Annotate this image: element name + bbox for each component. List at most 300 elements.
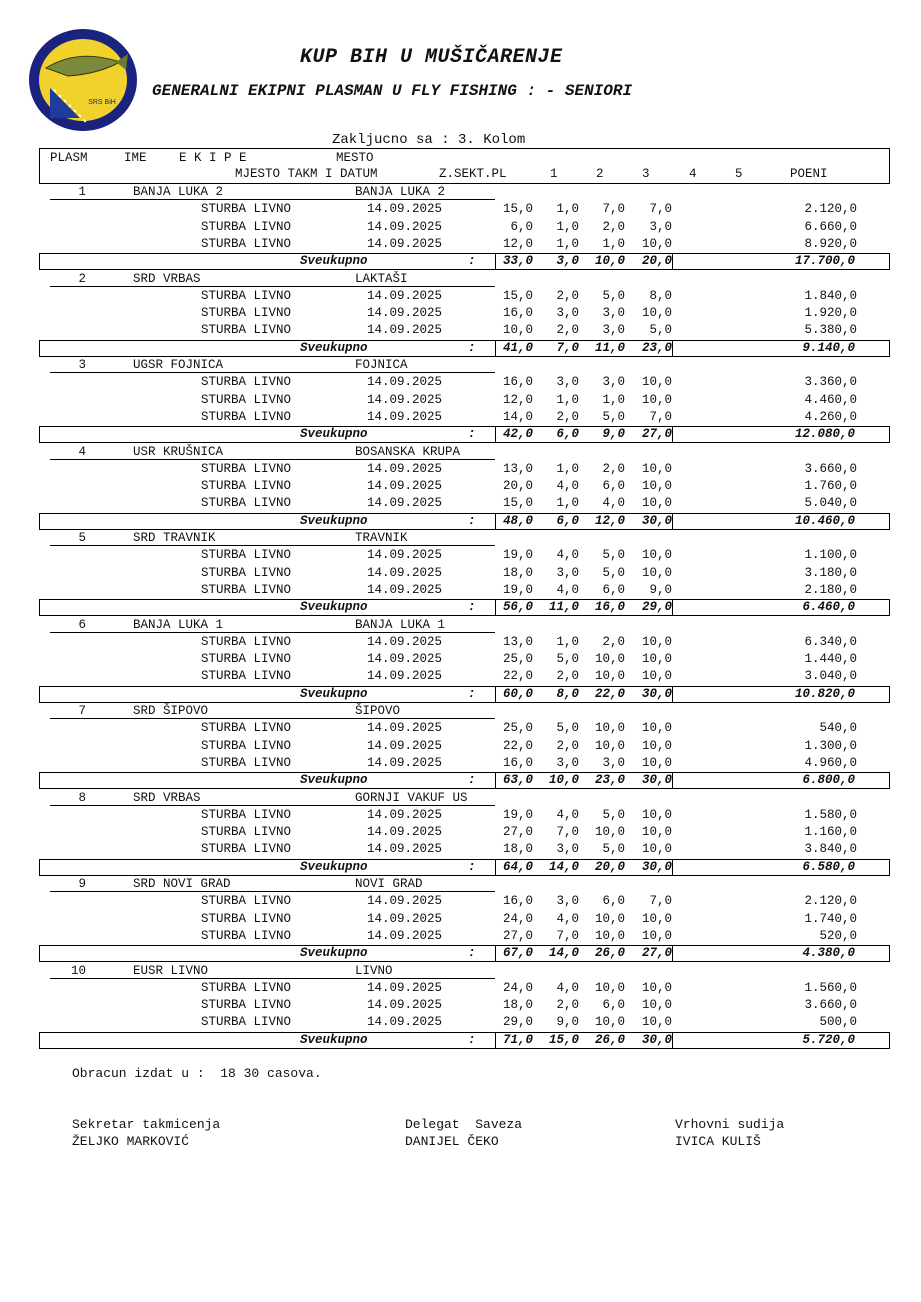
score-col-0: 18,0 bbox=[502, 565, 533, 580]
score-col-1: 1,0 bbox=[556, 236, 579, 251]
venue: STURBA LIVNO bbox=[201, 738, 292, 753]
total-colon: : bbox=[468, 859, 476, 874]
total-row bbox=[39, 253, 890, 270]
points: 4.960,0 bbox=[804, 755, 857, 770]
points: 1.100,0 bbox=[804, 548, 857, 563]
score-col-2: 6,0 bbox=[602, 479, 625, 494]
score-col-0: 27,0 bbox=[502, 825, 533, 840]
round-info: Zakljucno sa : 3. Kolom bbox=[332, 132, 526, 148]
team-city: LIVNO bbox=[355, 963, 393, 978]
total-points: 4.380,0 bbox=[802, 946, 855, 961]
venue: STURBA LIVNO bbox=[201, 496, 292, 511]
total-label: Sveukupno bbox=[300, 859, 368, 874]
score-col-3: 7,0 bbox=[649, 202, 672, 217]
venue: STURBA LIVNO bbox=[201, 582, 292, 597]
team-place: 10 bbox=[70, 963, 86, 978]
score-col-1: 2,0 bbox=[556, 288, 579, 303]
score-col-0: 18,0 bbox=[502, 998, 533, 1013]
total-score-1: 10,0 bbox=[548, 773, 579, 788]
team-underline bbox=[50, 891, 495, 892]
total-score-3: 30,0 bbox=[641, 513, 672, 528]
score-col-1: 1,0 bbox=[556, 634, 579, 649]
team-place: 8 bbox=[78, 790, 86, 805]
score-col-0: 10,0 bbox=[502, 323, 533, 338]
total-score-3: 30,0 bbox=[641, 1032, 672, 1047]
score-col-3: 10,0 bbox=[641, 634, 672, 649]
total-divider bbox=[495, 254, 496, 269]
team-name: BANJA LUKA 1 bbox=[133, 617, 224, 632]
total-score-1: 7,0 bbox=[556, 340, 579, 355]
total-score-3: 23,0 bbox=[641, 340, 672, 355]
date: 14.09.2025 bbox=[367, 911, 443, 926]
date: 14.09.2025 bbox=[367, 928, 443, 943]
team-name: USR KRUŠNICA bbox=[133, 444, 224, 459]
score-col-1: 4,0 bbox=[556, 980, 579, 995]
date: 14.09.2025 bbox=[367, 582, 443, 597]
venue: STURBA LIVNO bbox=[201, 980, 292, 995]
venue: STURBA LIVNO bbox=[201, 825, 292, 840]
header-poeni: POENI bbox=[790, 167, 828, 181]
team-name: SRD ŠIPOVO bbox=[133, 704, 209, 718]
venue: STURBA LIVNO bbox=[201, 652, 292, 667]
score-col-2: 5,0 bbox=[602, 565, 625, 580]
score-col-3: 10,0 bbox=[641, 755, 672, 770]
team-name: SRD VRBAS bbox=[133, 790, 201, 805]
total-score-3: 30,0 bbox=[641, 859, 672, 874]
score-col-2: 6,0 bbox=[602, 998, 625, 1013]
venue: STURBA LIVNO bbox=[201, 548, 292, 563]
venue: STURBA LIVNO bbox=[201, 928, 292, 943]
date: 14.09.2025 bbox=[367, 634, 443, 649]
score-col-2: 10,0 bbox=[594, 911, 625, 926]
score-col-2: 3,0 bbox=[602, 323, 625, 338]
score-col-1: 3,0 bbox=[556, 565, 579, 580]
score-col-1: 5,0 bbox=[556, 652, 579, 667]
total-score-0: 71,0 bbox=[502, 1032, 533, 1047]
total-label: Sveukupno bbox=[300, 427, 368, 442]
score-col-2: 6,0 bbox=[602, 894, 625, 909]
total-label: Sveukupno bbox=[300, 513, 368, 528]
score-col-2: 10,0 bbox=[594, 738, 625, 753]
score-col-2: 5,0 bbox=[602, 807, 625, 822]
score-col-1: 5,0 bbox=[556, 721, 579, 736]
score-col-2: 5,0 bbox=[602, 842, 625, 857]
total-divider bbox=[672, 946, 673, 961]
total-score-1: 6,0 bbox=[556, 513, 579, 528]
total-row bbox=[39, 859, 890, 876]
total-score-0: 60,0 bbox=[502, 686, 533, 701]
signature-name-3: IVICA KULIŠ bbox=[675, 1134, 761, 1149]
score-col-3: 10,0 bbox=[641, 998, 672, 1013]
score-col-3: 10,0 bbox=[641, 721, 672, 736]
total-points: 10.820,0 bbox=[794, 686, 855, 701]
team-underline bbox=[50, 199, 495, 200]
page-subtitle: GENERALNI EKIPNI PLASMAN U FLY FISHING : - SENIORI bbox=[152, 82, 633, 100]
score-col-2: 5,0 bbox=[602, 548, 625, 563]
total-score-0: 33,0 bbox=[502, 254, 533, 269]
team-name: UGSR FOJNICA bbox=[133, 358, 224, 372]
score-col-2: 3,0 bbox=[602, 306, 625, 321]
total-divider bbox=[672, 254, 673, 269]
signature-role-3: Vrhovni sudija bbox=[675, 1117, 785, 1132]
header-ime: IME bbox=[124, 151, 147, 165]
score-col-3: 10,0 bbox=[641, 496, 672, 511]
team-name: SRD VRBAS bbox=[133, 271, 201, 286]
score-col-1: 3,0 bbox=[556, 755, 579, 770]
points: 2.180,0 bbox=[804, 582, 857, 597]
score-col-1: 9,0 bbox=[556, 1015, 579, 1030]
points: 520,0 bbox=[819, 928, 857, 943]
total-points: 6.580,0 bbox=[802, 859, 855, 874]
score-col-1: 1,0 bbox=[556, 202, 579, 217]
score-col-0: 22,0 bbox=[502, 669, 533, 684]
score-col-1: 2,0 bbox=[556, 323, 579, 338]
total-row bbox=[39, 686, 890, 703]
team-underline bbox=[50, 805, 495, 806]
score-col-1: 4,0 bbox=[556, 548, 579, 563]
date: 14.09.2025 bbox=[367, 998, 443, 1013]
total-score-0: 41,0 bbox=[502, 340, 533, 355]
score-col-2: 3,0 bbox=[602, 755, 625, 770]
total-colon: : bbox=[468, 513, 476, 528]
score-col-3: 9,0 bbox=[649, 582, 672, 597]
date: 14.09.2025 bbox=[367, 375, 443, 390]
score-col-0: 16,0 bbox=[502, 306, 533, 321]
date: 14.09.2025 bbox=[367, 409, 443, 424]
score-col-0: 19,0 bbox=[502, 548, 533, 563]
logo-text: SRS BiH bbox=[88, 99, 116, 106]
date: 14.09.2025 bbox=[367, 807, 443, 822]
total-divider bbox=[495, 341, 496, 356]
header-col-2: 2 bbox=[596, 167, 604, 181]
score-col-1: 4,0 bbox=[556, 911, 579, 926]
header-plasm: PLASM bbox=[50, 151, 88, 165]
total-divider bbox=[672, 687, 673, 702]
points: 3.040,0 bbox=[804, 669, 857, 684]
team-city: FOJNICA bbox=[355, 358, 408, 372]
total-score-2: 16,0 bbox=[594, 600, 625, 615]
points: 1.920,0 bbox=[804, 306, 857, 321]
total-score-1: 6,0 bbox=[556, 427, 579, 442]
team-city: NOVI GRAD bbox=[355, 877, 423, 891]
venue: STURBA LIVNO bbox=[201, 669, 292, 684]
signature-name-1: ŽELJKO MARKOVIĆ bbox=[72, 1134, 190, 1149]
header-mesto: MESTO bbox=[336, 151, 374, 165]
team-name: SRD NOVI GRAD bbox=[133, 877, 231, 891]
total-points: 6.800,0 bbox=[802, 773, 855, 788]
points: 4.460,0 bbox=[804, 392, 857, 407]
total-label: Sveukupno bbox=[300, 773, 368, 788]
score-col-0: 25,0 bbox=[502, 721, 533, 736]
venue: STURBA LIVNO bbox=[201, 375, 292, 390]
score-col-3: 10,0 bbox=[641, 669, 672, 684]
total-score-0: 42,0 bbox=[502, 427, 533, 442]
total-points: 17.700,0 bbox=[794, 254, 855, 269]
score-col-1: 3,0 bbox=[556, 894, 579, 909]
team-place: 1 bbox=[78, 185, 86, 199]
total-score-1: 14,0 bbox=[548, 859, 579, 874]
venue: STURBA LIVNO bbox=[201, 911, 292, 926]
date: 14.09.2025 bbox=[367, 652, 443, 667]
date: 14.09.2025 bbox=[367, 894, 443, 909]
score-col-3: 10,0 bbox=[641, 842, 672, 857]
score-col-0: 12,0 bbox=[502, 236, 533, 251]
score-col-2: 10,0 bbox=[594, 928, 625, 943]
score-col-3: 10,0 bbox=[641, 928, 672, 943]
total-colon: : bbox=[468, 340, 476, 355]
total-points: 12.080,0 bbox=[794, 427, 855, 442]
total-divider bbox=[495, 427, 496, 442]
score-col-0: 27,0 bbox=[502, 928, 533, 943]
score-col-0: 25,0 bbox=[502, 652, 533, 667]
team-underline bbox=[50, 718, 495, 719]
date: 14.09.2025 bbox=[367, 496, 443, 511]
total-score-2: 10,0 bbox=[594, 254, 625, 269]
score-col-0: 16,0 bbox=[502, 755, 533, 770]
total-label: Sveukupno bbox=[300, 946, 368, 961]
points: 2.120,0 bbox=[804, 894, 857, 909]
team-place: 2 bbox=[78, 271, 86, 286]
date: 14.09.2025 bbox=[367, 479, 443, 494]
score-col-2: 10,0 bbox=[594, 721, 625, 736]
score-col-1: 2,0 bbox=[556, 409, 579, 424]
team-city: BANJA LUKA 2 bbox=[355, 185, 446, 199]
total-divider bbox=[672, 427, 673, 442]
total-colon: : bbox=[468, 946, 476, 961]
signature-name-2: DANIJEL ČEKO bbox=[405, 1134, 499, 1149]
points: 3.180,0 bbox=[804, 565, 857, 580]
score-col-3: 10,0 bbox=[641, 652, 672, 667]
venue: STURBA LIVNO bbox=[201, 219, 292, 234]
score-col-3: 8,0 bbox=[649, 288, 672, 303]
points: 4.260,0 bbox=[804, 409, 857, 424]
total-score-1: 14,0 bbox=[548, 946, 579, 961]
total-divider bbox=[495, 773, 496, 788]
score-col-3: 10,0 bbox=[641, 738, 672, 753]
total-divider bbox=[495, 1033, 496, 1048]
score-col-1: 1,0 bbox=[556, 461, 579, 476]
total-score-0: 48,0 bbox=[502, 513, 533, 528]
points: 8.920,0 bbox=[804, 236, 857, 251]
total-score-2: 12,0 bbox=[594, 513, 625, 528]
points: 1.580,0 bbox=[804, 807, 857, 822]
total-score-3: 30,0 bbox=[641, 686, 672, 701]
score-col-0: 12,0 bbox=[502, 392, 533, 407]
team-place: 3 bbox=[78, 358, 86, 372]
score-col-0: 15,0 bbox=[502, 288, 533, 303]
total-row bbox=[39, 945, 890, 962]
total-score-0: 67,0 bbox=[502, 946, 533, 961]
venue: STURBA LIVNO bbox=[201, 721, 292, 736]
points: 6.340,0 bbox=[804, 634, 857, 649]
total-score-2: 26,0 bbox=[594, 946, 625, 961]
total-score-2: 23,0 bbox=[594, 773, 625, 788]
team-underline bbox=[50, 632, 495, 633]
score-col-2: 10,0 bbox=[594, 980, 625, 995]
total-score-0: 64,0 bbox=[502, 859, 533, 874]
signature-role-2: Delegat Saveza bbox=[405, 1117, 523, 1132]
points: 1.760,0 bbox=[804, 479, 857, 494]
header-col-4: 4 bbox=[689, 167, 697, 181]
score-col-0: 19,0 bbox=[502, 807, 533, 822]
total-score-2: 9,0 bbox=[602, 427, 625, 442]
team-city: ŠIPOVO bbox=[355, 704, 401, 718]
venue: STURBA LIVNO bbox=[201, 634, 292, 649]
score-col-3: 7,0 bbox=[649, 894, 672, 909]
total-score-3: 30,0 bbox=[641, 773, 672, 788]
score-col-3: 10,0 bbox=[641, 1015, 672, 1030]
score-col-3: 3,0 bbox=[649, 219, 672, 234]
total-row bbox=[39, 599, 890, 616]
date: 14.09.2025 bbox=[367, 306, 443, 321]
score-col-1: 3,0 bbox=[556, 306, 579, 321]
total-label: Sveukupno bbox=[300, 340, 368, 355]
header-ekipe: E K I P E bbox=[179, 151, 247, 165]
total-row bbox=[39, 772, 890, 789]
date: 14.09.2025 bbox=[367, 1015, 443, 1030]
team-place: 6 bbox=[78, 617, 86, 632]
score-col-3: 5,0 bbox=[649, 323, 672, 338]
date: 14.09.2025 bbox=[367, 461, 443, 476]
score-col-1: 2,0 bbox=[556, 669, 579, 684]
team-underline bbox=[50, 372, 495, 373]
total-score-0: 56,0 bbox=[502, 600, 533, 615]
total-score-2: 22,0 bbox=[594, 686, 625, 701]
score-col-1: 4,0 bbox=[556, 479, 579, 494]
date: 14.09.2025 bbox=[367, 548, 443, 563]
score-col-0: 14,0 bbox=[502, 409, 533, 424]
team-city: BANJA LUKA 1 bbox=[355, 617, 446, 632]
score-col-3: 10,0 bbox=[641, 236, 672, 251]
total-divider bbox=[495, 600, 496, 615]
points: 5.040,0 bbox=[804, 496, 857, 511]
points: 540,0 bbox=[819, 721, 857, 736]
points: 1.440,0 bbox=[804, 652, 857, 667]
total-points: 5.720,0 bbox=[802, 1032, 855, 1047]
team-underline bbox=[50, 286, 495, 287]
total-score-1: 8,0 bbox=[556, 686, 579, 701]
page-title: KUP BIH U MUŠIČARENJE bbox=[300, 46, 563, 69]
total-colon: : bbox=[468, 427, 476, 442]
venue: STURBA LIVNO bbox=[201, 998, 292, 1013]
team-underline bbox=[50, 978, 495, 979]
score-col-3: 10,0 bbox=[641, 375, 672, 390]
header-col-5: 5 bbox=[735, 167, 743, 181]
date: 14.09.2025 bbox=[367, 669, 443, 684]
team-underline bbox=[50, 545, 495, 546]
venue: STURBA LIVNO bbox=[201, 461, 292, 476]
total-score-3: 27,0 bbox=[641, 946, 672, 961]
header-col-3: 3 bbox=[642, 167, 650, 181]
score-col-1: 3,0 bbox=[556, 842, 579, 857]
signature-role-1: Sekretar takmicenja bbox=[72, 1117, 221, 1132]
date: 14.09.2025 bbox=[367, 236, 443, 251]
score-col-1: 7,0 bbox=[556, 928, 579, 943]
score-col-3: 7,0 bbox=[649, 409, 672, 424]
score-col-2: 2,0 bbox=[602, 634, 625, 649]
total-score-3: 27,0 bbox=[641, 427, 672, 442]
score-col-2: 10,0 bbox=[594, 1015, 625, 1030]
venue: STURBA LIVNO bbox=[201, 479, 292, 494]
score-col-3: 10,0 bbox=[641, 807, 672, 822]
score-col-2: 4,0 bbox=[602, 496, 625, 511]
score-col-2: 10,0 bbox=[594, 669, 625, 684]
venue: STURBA LIVNO bbox=[201, 236, 292, 251]
total-score-1: 11,0 bbox=[548, 600, 579, 615]
venue: STURBA LIVNO bbox=[201, 392, 292, 407]
total-row bbox=[39, 513, 890, 530]
venue: STURBA LIVNO bbox=[201, 306, 292, 321]
score-col-0: 16,0 bbox=[502, 894, 533, 909]
team-name: SRD TRAVNIK bbox=[133, 531, 216, 545]
header-col-1: 1 bbox=[550, 167, 558, 181]
score-col-2: 10,0 bbox=[594, 825, 625, 840]
score-col-0: 13,0 bbox=[502, 461, 533, 476]
total-row bbox=[39, 426, 890, 443]
date: 14.09.2025 bbox=[367, 392, 443, 407]
venue: STURBA LIVNO bbox=[201, 755, 292, 770]
score-col-2: 5,0 bbox=[602, 288, 625, 303]
score-col-2: 1,0 bbox=[602, 236, 625, 251]
date: 14.09.2025 bbox=[367, 565, 443, 580]
score-col-2: 7,0 bbox=[602, 202, 625, 217]
score-col-1: 7,0 bbox=[556, 825, 579, 840]
score-col-3: 10,0 bbox=[641, 911, 672, 926]
total-score-3: 20,0 bbox=[641, 254, 672, 269]
date: 14.09.2025 bbox=[367, 980, 443, 995]
score-col-1: 2,0 bbox=[556, 738, 579, 753]
date: 14.09.2025 bbox=[367, 288, 443, 303]
total-colon: : bbox=[468, 686, 476, 701]
score-col-1: 4,0 bbox=[556, 807, 579, 822]
score-col-1: 1,0 bbox=[556, 219, 579, 234]
total-score-0: 63,0 bbox=[502, 773, 533, 788]
score-col-3: 10,0 bbox=[641, 392, 672, 407]
score-col-3: 10,0 bbox=[641, 306, 672, 321]
points: 5.380,0 bbox=[804, 323, 857, 338]
total-colon: : bbox=[468, 1032, 476, 1047]
total-divider bbox=[672, 860, 673, 875]
venue: STURBA LIVNO bbox=[201, 288, 292, 303]
venue: STURBA LIVNO bbox=[201, 565, 292, 580]
total-divider bbox=[672, 341, 673, 356]
points: 3.660,0 bbox=[804, 998, 857, 1013]
team-name: BANJA LUKA 2 bbox=[133, 185, 224, 199]
score-col-2: 10,0 bbox=[594, 652, 625, 667]
total-points: 6.460,0 bbox=[802, 600, 855, 615]
score-col-0: 15,0 bbox=[502, 202, 533, 217]
team-underline bbox=[50, 459, 495, 460]
score-col-3: 10,0 bbox=[641, 548, 672, 563]
team-place: 7 bbox=[78, 704, 86, 718]
score-col-3: 10,0 bbox=[641, 980, 672, 995]
points: 3.360,0 bbox=[804, 375, 857, 390]
date: 14.09.2025 bbox=[367, 202, 443, 217]
total-row bbox=[39, 340, 890, 357]
total-divider bbox=[672, 773, 673, 788]
team-city: GORNJI VAKUF US bbox=[355, 790, 468, 805]
points: 3.840,0 bbox=[804, 842, 857, 857]
header-zsekt: Z.SEKT.PL bbox=[439, 167, 507, 181]
total-divider bbox=[495, 946, 496, 961]
total-divider bbox=[672, 600, 673, 615]
score-col-0: 6,0 bbox=[510, 219, 533, 234]
venue: STURBA LIVNO bbox=[201, 894, 292, 909]
date: 14.09.2025 bbox=[367, 738, 443, 753]
venue: STURBA LIVNO bbox=[201, 202, 292, 217]
date: 14.09.2025 bbox=[367, 323, 443, 338]
score-col-0: 29,0 bbox=[502, 1015, 533, 1030]
